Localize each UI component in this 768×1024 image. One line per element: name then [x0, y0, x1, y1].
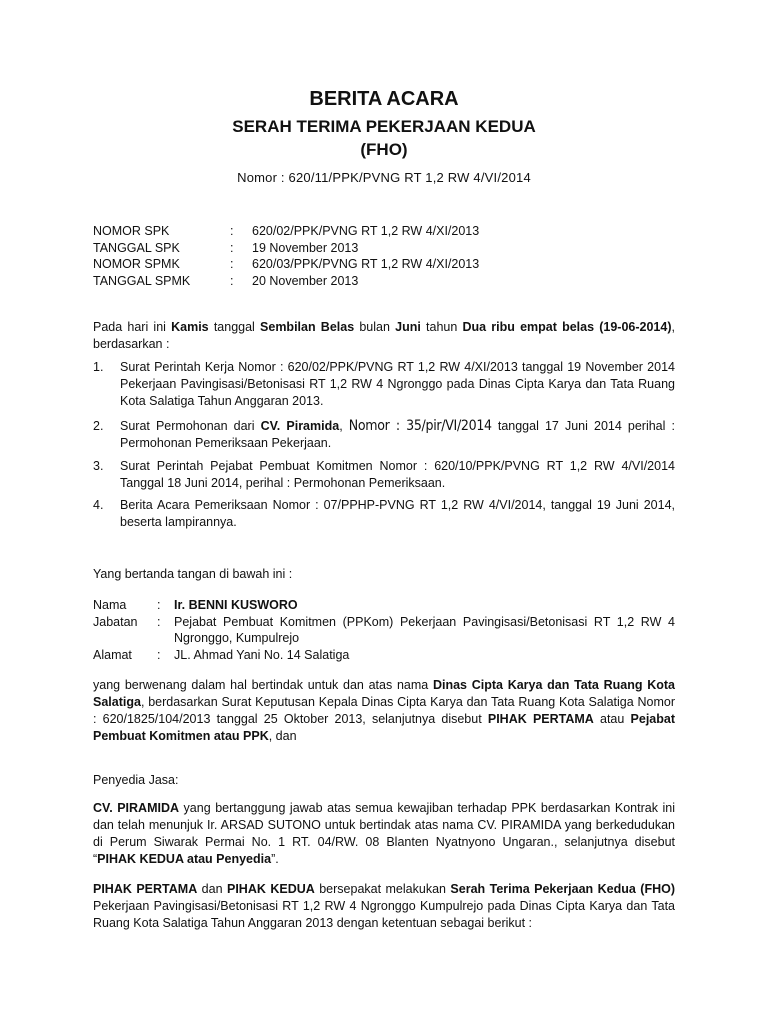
- doc-subtitle: SERAH TERIMA PEKERJAAN KEDUA: [232, 117, 536, 136]
- party-one-label: PIHAK PERTAMA: [93, 882, 198, 896]
- intro-year: Dua ribu empat belas (19-06-2014): [462, 320, 672, 334]
- intro-text: Pada hari ini: [93, 320, 172, 334]
- identity-key: Alamat: [93, 647, 132, 662]
- identity-value: Ir. BENNI KUSWORO: [174, 598, 298, 612]
- meta-row: [93, 273, 479, 290]
- list-number: 3.: [93, 459, 104, 473]
- meta-key: NOMOR SPMK: [93, 257, 180, 271]
- intro-paragraph: [93, 319, 675, 353]
- company-name: CV. Piramida: [260, 419, 340, 433]
- intro-text: bulan: [354, 320, 396, 334]
- meta-key: TANGGAL SPK: [93, 240, 180, 255]
- doc-number: Nomor : 620/11/PPK/PVNG RT 1,2 RW 4/VI/2014: [237, 170, 531, 185]
- letter-number: Nomor : 35/pir/VI/2014: [348, 418, 492, 434]
- intro-day: Kamis: [171, 320, 209, 334]
- authority-text: , berdasarkan Surat Keputusan Kepala Dinas Cipta Karya dan Tata Ruang Kota Salatiga Nomor : 620/1825/104/2013 tanggal 25 Oktober 2013, selanjutnya disebut: [93, 695, 675, 726]
- provider-text: ”.: [271, 852, 279, 866]
- meta-value: 20 November 2013: [252, 273, 359, 288]
- ppk-label: Pejabat Pembuat Komitmen atau PPK: [93, 712, 675, 743]
- basis-list-item: [93, 497, 675, 531]
- identity-row: [93, 647, 675, 664]
- contract-meta-table: [93, 223, 479, 289]
- intro-month: Juni: [395, 320, 421, 334]
- provider-text: yang bertanggung jawab atas semua kewajiban terhadap PPK berdasarkan Kontrak ini dan telah menunjuk Ir. ARSAD SUTONO untuk bertindak atas nama CV. PIRAMIDA yang berkedudukan di Perum Siwarak Permai No. 1 RT. 04/RW. 08 Blanten Nyatnyono Ungaran., selanjutnya disebut “: [93, 801, 675, 866]
- meta-value: 19 November 2013: [252, 240, 359, 255]
- list-number: 1.: [93, 360, 104, 374]
- meta-row: [93, 256, 479, 273]
- doc-subtitle-fho: (FHO): [360, 140, 408, 159]
- list-text-part: ,: [339, 419, 349, 433]
- basis-list-item: [93, 359, 675, 410]
- agreement-text: dan: [197, 882, 227, 896]
- signer-intro: Yang bertanda tangan di bawah ini :: [93, 567, 293, 581]
- meta-key: NOMOR SPK: [93, 224, 170, 238]
- meta-key: TANGGAL SPMK: [93, 273, 191, 288]
- agreement-text: bersepakat melakukan: [314, 882, 451, 896]
- agreement-paragraph: [93, 881, 675, 932]
- agency-name: Dinas Cipta Karya dan Tata Ruang Kota Salatiga: [93, 678, 675, 709]
- meta-row: [93, 223, 479, 240]
- identity-sep: :: [157, 647, 161, 662]
- authority-text: yang berwenang dalam hal bertindak untuk dan atas nama: [93, 678, 433, 692]
- handover-label: Serah Terima Pekerjaan Kedua (FHO): [450, 882, 675, 896]
- identity-sep: :: [157, 598, 161, 612]
- list-text: Surat Perintah Pejabat Pembuat Komitmen Nomor : 620/10/PPK/PVNG RT 1,2 RW 4/VI/2014 Tanggal 18 Juni 2014, perihal : Permohonan Pemeriksaan.: [120, 459, 675, 490]
- identity-row: [93, 597, 675, 614]
- party-one-label: PIHAK PERTAMA: [487, 712, 594, 726]
- intro-text: tanggal: [208, 320, 261, 334]
- intro-text: tahun: [420, 320, 463, 334]
- list-number: 2.: [93, 419, 104, 433]
- party-two-label: PIHAK KEDUA atau Penyedia: [97, 852, 272, 866]
- party-two-label: PIHAK KEDUA: [226, 882, 315, 896]
- basis-list-item: [93, 418, 675, 452]
- meta-value: 620/03/PPK/PVNG RT 1,2 RW 4/XI/2013: [252, 257, 480, 271]
- authority-paragraph: [93, 677, 675, 745]
- identity-value: JL. Ahmad Yani No. 14 Salatiga: [174, 647, 350, 662]
- intro-text: , berdasarkan :: [93, 320, 675, 351]
- doc-title: BERITA ACARA: [309, 88, 459, 110]
- identity-key: Jabatan: [93, 614, 138, 629]
- agreement-text: Pekerjaan Pavingisasi/Betonisasi RT 1,2 RW 4 Ngronggo Kumpulrejo pada Dinas Cipta Karya dan Tata Ruang Kota Salatiga Tahun Anggaran 2013 dengan ketentuan sebagai berikut :: [93, 899, 675, 930]
- list-text: Berita Acara Pemeriksaan Nomor : 07/PPHP-PVNG RT 1,2 RW 4/VI/2014, tanggal 19 Juni 2014, beserta lampirannya.: [120, 498, 675, 529]
- identity-key: Nama: [93, 598, 127, 612]
- meta-sep: :: [230, 240, 234, 255]
- meta-value: 620/02/PPK/PVNG RT 1,2 RW 4/XI/2013: [252, 224, 480, 238]
- list-number: 4.: [93, 498, 104, 512]
- signer-identity-table: [93, 597, 675, 663]
- list-text: Surat Perintah Kerja Nomor : 620/02/PPK/PVNG RT 1,2 RW 4/XI/2013 tanggal 19 November 2014 Pekerjaan Pavingisasi/Betonisasi RT 1,2 RW 4 Ngronggo pada Dinas Cipta Karya dan Tata Ruang Kota Salatiga Tahun Anggaran 2013.: [120, 360, 675, 408]
- meta-row: [93, 240, 479, 257]
- identity-row: [93, 614, 675, 647]
- basis-list-item: [93, 458, 675, 492]
- provider-name: CV. PIRAMIDA: [93, 801, 180, 815]
- meta-sep: :: [230, 224, 234, 238]
- provider-heading: Penyedia Jasa:: [93, 773, 179, 787]
- provider-paragraph: [93, 800, 675, 868]
- authority-text: atau: [593, 712, 631, 726]
- list-text: [120, 418, 675, 452]
- identity-value: Pejabat Pembuat Komitmen (PPKom) Pekerjaan Pavingisasi/Betonisasi RT 1,2 RW 4 Ngronggo, Kumpulrejo: [174, 614, 675, 645]
- authority-text: , dan: [268, 729, 297, 743]
- list-text-part: tanggal 17 Juni 2014 perihal : Permohonan Pemeriksaan Pekerjaan.: [120, 419, 675, 450]
- identity-sep: :: [157, 614, 161, 629]
- intro-date: Sembilan Belas: [260, 320, 355, 334]
- meta-sep: :: [230, 257, 234, 271]
- list-text-part: Surat Permohonan dari: [120, 419, 261, 433]
- meta-sep: :: [230, 273, 234, 288]
